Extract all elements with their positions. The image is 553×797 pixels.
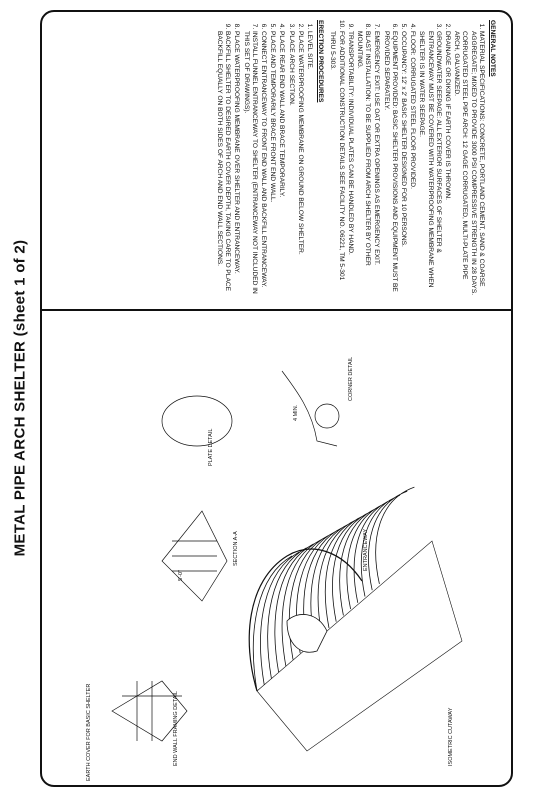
erection-list	[215, 20, 313, 300]
general-note-7: 7. EMERGENCY EXIT: USE OAT OR EXTRA OPENINGS AS EMERGENCY EXIT.	[372, 31, 380, 300]
general-notes-heading: GENERAL NOTES	[489, 20, 496, 77]
section-detail	[162, 396, 232, 601]
general-notes-list	[328, 20, 485, 300]
erection-step-5: 5. PLACE AND TEMPORARILY BRACE FRONT END WALL.	[268, 31, 276, 300]
corner-detail	[282, 371, 339, 446]
erection-step-1: 1. LEVEL SITE.	[305, 31, 313, 300]
general-note-6: 6. EQUIPMENT PROVIDED: BASIC SHELTER PROVISIONS AND EQUIPMENT MUST BE PROVIDED SEPARATELY.	[381, 31, 397, 300]
erection-step-3: 3. PLACE ARCH SECTION.	[286, 31, 294, 300]
sheet-title-strip	[0, 0, 40, 797]
erection-step-6: 6. CONNECT ENTRANCEWAY TO FRONT END WALL AND BACKFILL ENTRANCEWAY.	[259, 31, 267, 300]
drawing-labels	[86, 357, 454, 781]
drawing-sheet	[40, 10, 513, 787]
erection-step-9: 9. BACKFILL SHELTER TO DESIRED EARTH COVER DEPTH, TAKING CARE TO PLACE BACKFILL EQUALLY ON BOTH SIDES OF ARCH AND END WALL SECTIONS.	[215, 31, 231, 300]
erection-step-4: 4. PLACE REAR END WALL AND BRACE TEMPORARILY.	[277, 31, 285, 300]
label-section: SECTION A-A	[233, 531, 239, 566]
notes-content	[58, 20, 498, 300]
label-callout: EARTH COVER FOR BASIC SHELTER	[86, 683, 92, 781]
general-note-8: 8. BLAST INSTALLATION: TO BE SUPPLIED FROM ARCH SHELTER BY OTHER MOUNTING.	[355, 31, 371, 300]
general-note-1: 1. MATERIAL SPECIFICATIONS: CONCRETE, PORTLAND CEMENT, SAND & COARSE AGGREGATE; MIXED TO PROVIDE 3000 PSI COMPRESSIVE STRENGTH IN 28 DAYS. CORRUGATED STEEL PIPE ARCH: 12 GAGE CORRUGATED, MULTI-PLATE PIPE ARCH, GALVANIZED.	[452, 31, 485, 300]
label-end-wall: END WALL FRAMING DETAIL	[173, 691, 179, 766]
arch-ribs	[253, 487, 414, 691]
erection-step-2: 2. PLACE WATERPROOFING MEMBRANE ON GROUND BELOW SHELTER.	[296, 31, 304, 300]
label-dim-b: 5'-0"	[178, 570, 184, 581]
label-entrance: ENTRANCEWAY	[363, 528, 369, 571]
general-note-10: 10. FOR ADDITIONAL CONSTRUCTION DETAILS SEE FACILITY NO. 06221, TM 5-301 THRU 5-303.	[328, 31, 344, 300]
notes-panel	[42, 12, 513, 309]
general-note-2: 2. DRAINAGE OR DIKING IF EARTH COVER IS THROWN.	[443, 31, 451, 300]
sheet-title: METAL PIPE ARCH SHELTER (sheet 1 of 2)	[11, 239, 29, 557]
erection-heading: ERECTION PROCEDURES	[317, 20, 325, 103]
label-perspective: ISOMETRIC CUTAWAY	[448, 707, 454, 766]
erection-step-8: 8. PLACE WATERPROOFING MEMBRANE OVER SHELTER AND ENTRANCEWAY.	[232, 31, 240, 300]
label-dim-a: 4 MIN.	[293, 404, 299, 421]
general-note-4: 4. FLOOR: CORRUGATED STEEL FLOOR PROVIDED.	[408, 31, 416, 300]
general-note-5: 5. OCCUPANCY: 12' x 2' BASIC SHELTER DESIGNED FOR 10 PERSONS.	[399, 31, 407, 300]
label-plate: PLATE DETAIL	[208, 428, 214, 466]
drawing-panel	[42, 311, 513, 787]
arch-shelter-illustration	[249, 487, 462, 751]
general-note-3: 3. GROUNDWATER SEEPAGE: ALL EXTERIOR SURFACES OF SHELTER & ENTRANCEWAY MUST BE COVERED WITH WATERPROOFING MEMBRANE WHEN SHELTER IS IN WATER SEEPAGE.	[417, 31, 442, 300]
general-note-9: 9. TRANSPORTABILITY: INDIVIDUAL PLATES CAN BE HANDLED BY HAND.	[346, 31, 354, 300]
erection-step-7: 7. INSTALL FUNNEL ENTRANCEWAY TO SHELTER (ENTRANCEWAY NOT INCLUDED IN THIS SET OF DRAWINGS).	[241, 31, 257, 300]
technical-drawing	[42, 311, 513, 787]
label-corner: CORNER DETAIL	[348, 356, 354, 401]
